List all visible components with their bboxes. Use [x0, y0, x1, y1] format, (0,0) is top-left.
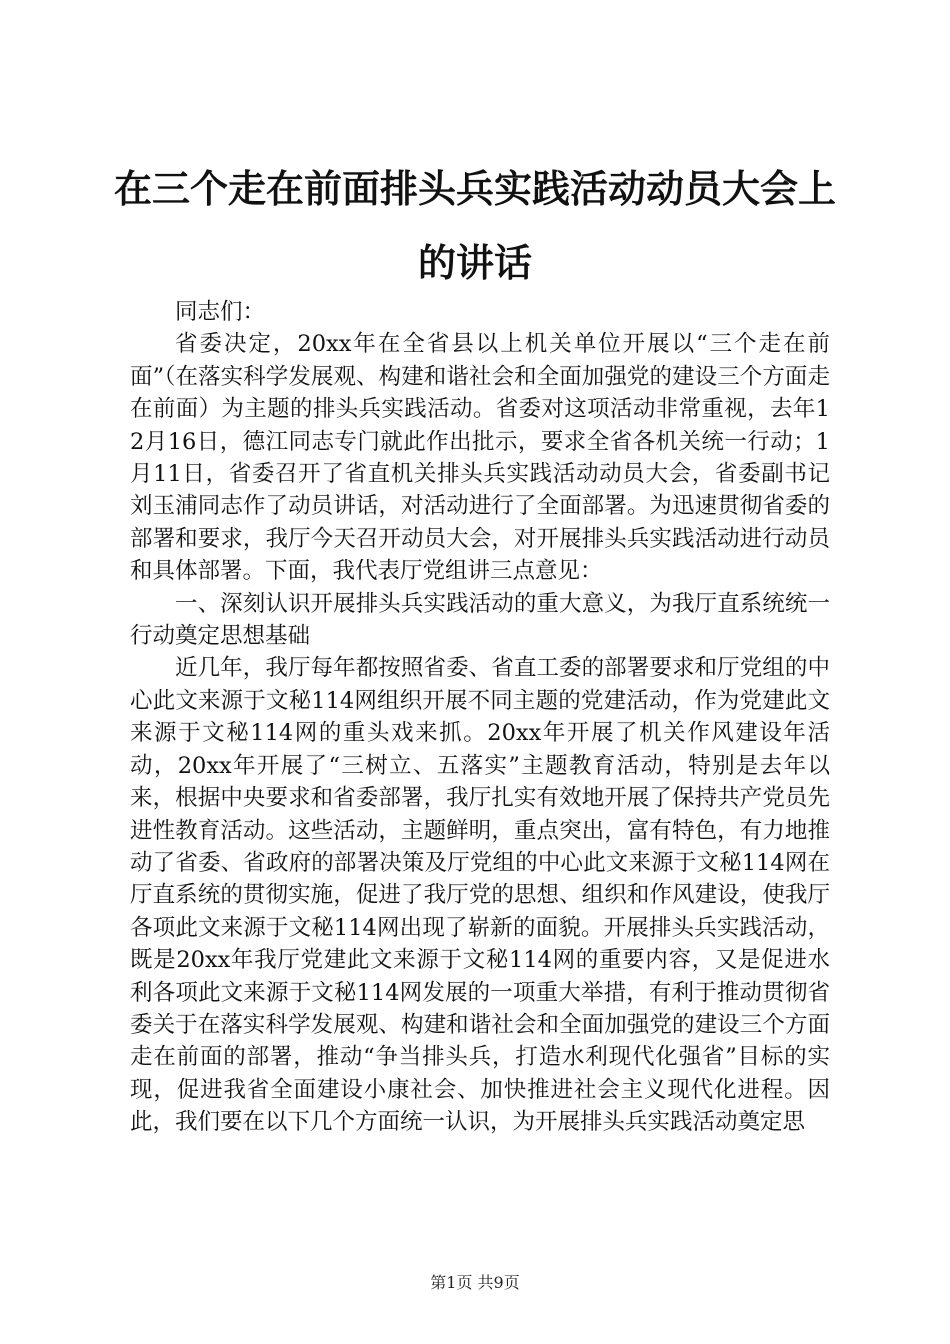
- page-number-footer: 第1页 共9页: [430, 1273, 520, 1292]
- intro-paragraph: 省委决定，20xx年在全省县以上机关单位开展以“三个走在前面”（在落实科学发展观、构建和谐社会和全面加强党的建设三个方面走在前面）为主题的排头兵实践活动。省委对这项活动非常重视，去年12月16日，德江同志专门就此作出批示，要求全省各机关统一行动；1月11日，省委召开了省直机关排头兵实践活动动员大会，省委副书记刘玉浦同志作了动员讲话，对活动进行了全面部署。为迅速贯彻省委的部署和要求，我厅今天召开动员大会，对开展排头兵实践活动进行动员和具体部署。下面，我代表厅党组讲三点意见：: [130, 331, 830, 585]
- document-body: [130, 296, 830, 1139]
- document-title: 在三个走在前面排头兵实践活动动员大会上的讲话: [113, 166, 836, 285]
- section-heading-1: 一、深刻认识开展排头兵实践活动的重大意义，为我厅直系统统一行动奠定思想基础: [130, 590, 830, 650]
- salutation-paragraph: 同志们：: [175, 299, 266, 325]
- body-paragraph: 近几年，我厅每年都按照省委、省直工委的部署要求和厅党组的中心此文来源于文秘114网组织开展不同主题的党建活动，作为党建此文来源于文秘114网的重头戏来抓。20xx年开展了机关作风建设年活动，20xx年开展了“三树立、五落实”主题教育活动，特别是去年以来，根据中央要求和省委部署，我厅扎实有效地开展了保持共产党员先进性教育活动。这些活动，主题鲜明，重点突出，富有特色，有力地推动了省委、省政府的部署决策及厅党组的中心此文来源于文秘114网在厅直系统的贯彻实施，促进了我厅党的思想、组织和作风建设，使我厅各项此文来源于文秘114网出现了崭新的面貌。开展排头兵实践活动，既是20xx年我厅党建此文来源于文秘114网的重要内容，又是促进水利各项此文来源于文秘114网发展的一项重大举措，有利于推动贯彻省委关于在落实科学发展观、构建和谐社会和全面加强党的建设三个方面走在前面的部署，推动“争当排头兵，打造水利现代化强省”目标的实现，促进我省全面建设小康社会、加快推进社会主义现代化进程。因此，我们要在以下几个方面统一认识，为开展排头兵实践活动奠定思: [130, 655, 830, 1136]
